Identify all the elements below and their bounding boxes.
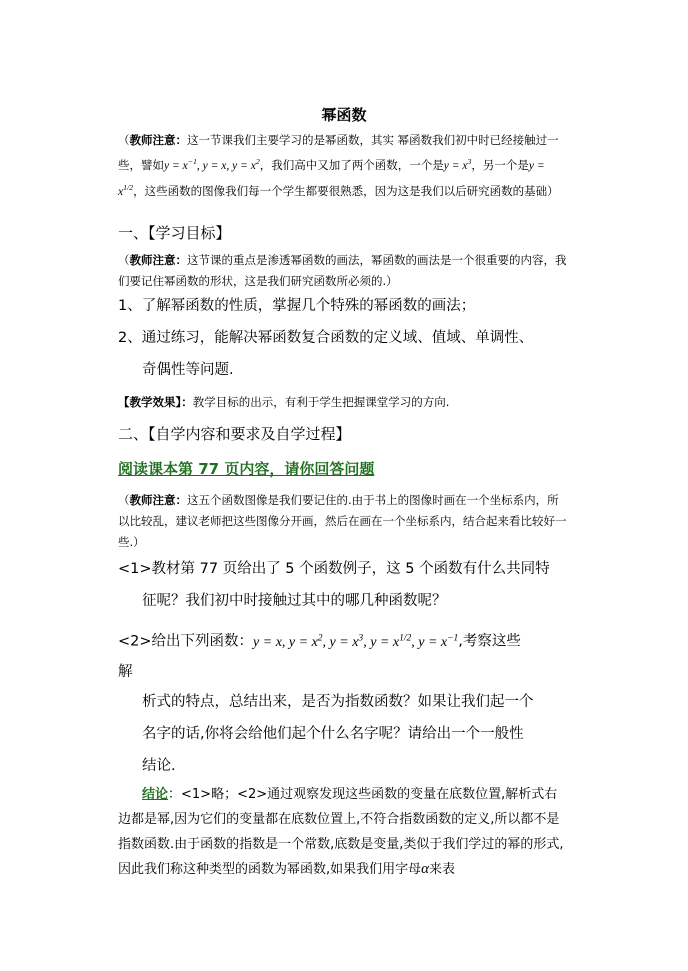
conclusion-alpha: α <box>421 861 430 877</box>
section-1-note: （教师注意：这节课的重点是渗透幂函数的画法，幂函数的画法是一个很重要的内容，我们要记住幂函数的形状，这是我们研究函数所必须的.） <box>118 253 567 288</box>
q2-formula-d: , y = x <box>411 634 448 650</box>
section-1-note-label: 教师注意： <box>129 253 187 267</box>
section-2-note-text: 这五个函数图像是我们要记住的.由于书上的图像时画在一个坐标系内，所以比较乱，建议老师把这些图像分开画，然后在画在一个坐标系内，结合起来看比较好一些.） <box>118 493 567 549</box>
question-2-line-1 <box>118 622 570 659</box>
goal-1: 1、了解幂函数的性质，掌握几个特殊的幂函数的画法； <box>118 298 476 314</box>
q2-exp-2: 3 <box>358 633 364 643</box>
intro-text-4: ，这些函数的图像我们每一个学生都要很熟悉，因为这是我们以后研究函数的基础） <box>133 183 559 198</box>
teaching-effect-label: 【教学效果】： <box>118 395 193 409</box>
intro-text-1: 这一节课我们主要学习的是幂函数，其实 幂函数我们初中时已经接触过一些，譬如 <box>118 133 559 172</box>
question-2-suffix: ,考察这些 <box>458 633 521 650</box>
conclusion-tail: 来表 <box>429 862 456 877</box>
section-2-note: （教师注意：这五个函数图像是我们要记住的.由于书上的图像时画在一个坐标系内，所以比较乱，建议老师把这些图像分开画，然后在画在一个坐标系内，结合起来看比较好一些.） <box>118 493 567 549</box>
page-title: 幂函数 <box>321 106 367 124</box>
reading-instruction: 阅读课本第 77 页内容，请你回答问题 <box>118 460 375 478</box>
teaching-effect-text: 教学目标的出示，有利于学生把握课堂学习的方向. <box>192 395 450 409</box>
conclusion-paragraph <box>118 782 570 882</box>
intro-text-3: ，另一个是 <box>471 157 529 172</box>
question-2-line-2: 析式的特点，总结出来，是否为指数函数？如果让我们起一个 <box>142 694 534 710</box>
intro-formula-4-base: y = x <box>118 159 545 198</box>
q2-formula-b: , y = x <box>322 634 359 650</box>
question-2-line-4: 结论. <box>142 758 176 774</box>
q2-exp-3: 1/2 <box>399 633 412 643</box>
teaching-effect <box>118 392 570 413</box>
q2-formula-a: y = x, y = x <box>253 634 318 650</box>
question-1-line-1: <1>教材第 77 页给出了 5 个函数例子，这 5 个函数有什么共同特 <box>118 561 550 577</box>
intro-formula-2-exp: 2 <box>255 157 260 166</box>
intro-formula-1-exp: −1 <box>187 157 197 166</box>
intro-formula-3-base: y = x <box>443 159 468 172</box>
conclusion-label: 结论 <box>142 787 169 802</box>
conclusion-text: ：<1>略；<2>通过观察发现这些函数的变量在底数位置,解析式右边都是幂,因为它们的变量都在底数位置上,不符合指数函数的定义,所以都不是指数函数.由于函数的指数是一个常数,底数是变量,类似于我们学过的幂的形式,因此我们称这种类型的函数为幂函数,如果我们用字母 <box>118 787 564 877</box>
intro-formula-3-exp: 3 <box>467 157 472 166</box>
intro-text-2: ，我们高中又加了两个函数，一个是 <box>259 157 444 172</box>
intro-formula-1 <box>164 157 260 172</box>
question-2-prefix: <2>给出下列函数： <box>118 633 254 650</box>
intro-formula-2-base: , y = x, y = x <box>196 159 256 172</box>
goal-2-line-1: 2、通过练习，能解决幂函数复合函数的定义域、值域、单调性、 <box>118 330 534 346</box>
intro-formula-4-exp: 1/2 <box>123 182 134 192</box>
question-2-jie: 解 <box>118 664 133 680</box>
question-1-line-2: 征呢？我们初中时接触过其中的哪几种函数呢？ <box>142 593 447 609</box>
intro-note: （教师注意：这一节课我们主要学习的是幂函数，其实 幂函数我们初中时已经接触过一些，譬如$y = x^{-1}$, y = x, $y = x^2$，我们高中又加了两个函数，一个是$y = x^3$，另一个是$y = x^{1/2}$，这些函数的图像我们每一个学生都要很熟悉，因为这是我们以后研究函数的基础） <box>118 133 559 198</box>
question-2-formulas <box>253 635 458 650</box>
goal-2-line-2: 奇偶性等问题. <box>142 362 234 378</box>
intro-formula-3 <box>443 157 472 172</box>
section-2-note-label: 教师注意： <box>129 493 187 507</box>
section-1-note-text: 这节课的重点是渗透幂函数的画法，幂函数的画法是一个很重要的内容，我们要记住幂函数的形状，这是我们研究函数所必须的.） <box>118 253 567 288</box>
intro-note-label: 教师注意： <box>129 133 187 147</box>
q2-formula-c: , y = x <box>363 634 400 650</box>
section-2-heading: 二、【自学内容和要求及自学过程】 <box>118 425 351 443</box>
question-2-line-3: 名字的话,你将会给他们起个什么名字呢？请给出一个一般性 <box>142 726 524 742</box>
section-1-heading: 一、【学习目标】 <box>118 224 231 242</box>
q2-exp-4: −1 <box>447 633 459 643</box>
intro-formula-1-base: y = x <box>164 159 188 172</box>
q2-exp-1: 2 <box>317 633 323 643</box>
